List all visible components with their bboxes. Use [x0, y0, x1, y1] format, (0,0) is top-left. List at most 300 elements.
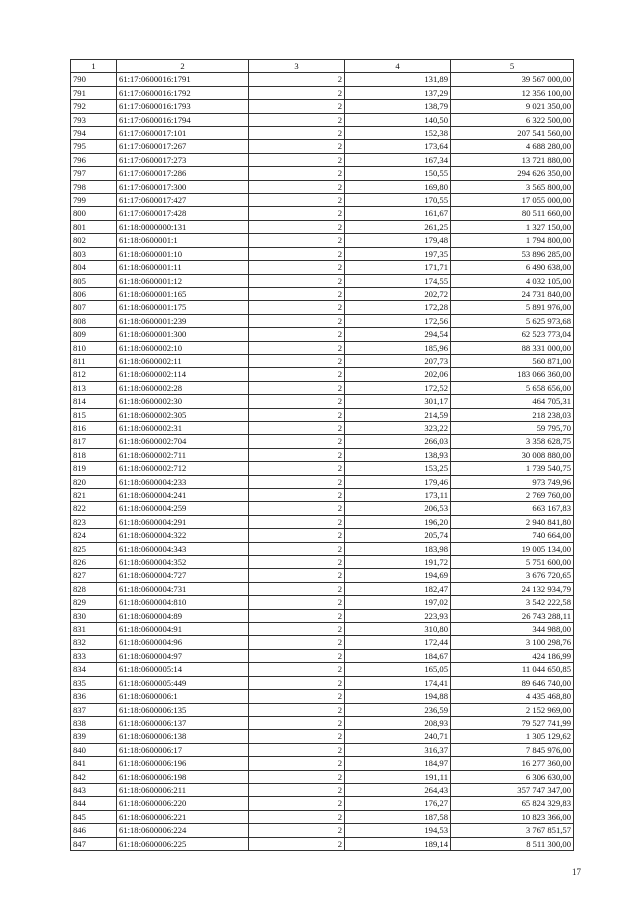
table-cell-col-5: 6 306 630,00 — [451, 770, 574, 783]
table-cell-col-5: 8 511 300,00 — [451, 837, 574, 850]
table-cell-col-4: 264,43 — [345, 783, 451, 796]
table-cell-col-4: 179,48 — [345, 234, 451, 247]
table-cell-col-3: 2 — [249, 354, 345, 367]
table-cell-col-1: 834 — [71, 663, 117, 676]
table-cell-col-5: 3 565 800,00 — [451, 180, 574, 193]
table-row — [71, 649, 574, 662]
table-cell-col-4: 207,73 — [345, 354, 451, 367]
table-cell-col-4: 172,44 — [345, 636, 451, 649]
table-cell-col-5: 3 676 720,65 — [451, 569, 574, 582]
table-cell-col-2: 61:18:0600002:11 — [117, 354, 249, 367]
table-cell-col-5: 218 238,03 — [451, 408, 574, 421]
table-cell-col-4: 140,50 — [345, 113, 451, 126]
table-cell-col-3: 2 — [249, 676, 345, 689]
column-header-5: 5 — [451, 60, 574, 73]
table-cell-col-2: 61:18:0600004:233 — [117, 475, 249, 488]
table-cell-col-1: 814 — [71, 395, 117, 408]
table-cell-col-5: 2 940 841,80 — [451, 515, 574, 528]
table-cell-col-3: 2 — [249, 73, 345, 86]
table-row — [71, 301, 574, 314]
table-cell-col-4: 152,38 — [345, 127, 451, 140]
table-row — [71, 341, 574, 354]
table-cell-col-1: 835 — [71, 676, 117, 689]
table-row — [71, 421, 574, 434]
page-number: 17 — [572, 867, 581, 877]
table-cell-col-5: 88 331 000,00 — [451, 341, 574, 354]
table-cell-col-1: 792 — [71, 100, 117, 113]
table-cell-col-3: 2 — [249, 140, 345, 153]
table-cell-col-3: 2 — [249, 113, 345, 126]
table-cell-col-2: 61:18:0600006:137 — [117, 716, 249, 729]
table-cell-col-4: 184,67 — [345, 649, 451, 662]
table-cell-col-2: 61:18:0600006:196 — [117, 757, 249, 770]
table-cell-col-4: 236,59 — [345, 703, 451, 716]
table-cell-col-2: 61:18:0600004:97 — [117, 649, 249, 662]
table-cell-col-1: 801 — [71, 220, 117, 233]
table-cell-col-2: 61:17:0600016:1793 — [117, 100, 249, 113]
table-cell-col-2: 61:17:0600017:101 — [117, 127, 249, 140]
table-row — [71, 368, 574, 381]
table-row — [71, 716, 574, 729]
table-cell-col-4: 174,41 — [345, 676, 451, 689]
table-cell-col-3: 2 — [249, 757, 345, 770]
table-cell-col-5: 62 523 773,04 — [451, 328, 574, 341]
table-cell-col-5: 3 100 298,76 — [451, 636, 574, 649]
table-cell-col-5: 39 567 000,00 — [451, 73, 574, 86]
table-cell-col-4: 202,72 — [345, 287, 451, 300]
table-cell-col-2: 61:18:0600004:259 — [117, 502, 249, 515]
table-row — [71, 140, 574, 153]
table-cell-col-1: 802 — [71, 234, 117, 247]
table-cell-col-3: 2 — [249, 86, 345, 99]
table-row — [71, 408, 574, 421]
table-cell-col-3: 2 — [249, 529, 345, 542]
table-cell-col-4: 171,71 — [345, 261, 451, 274]
table-cell-col-5: 560 871,00 — [451, 354, 574, 367]
table-cell-col-1: 806 — [71, 287, 117, 300]
table-cell-col-1: 808 — [71, 314, 117, 327]
table-cell-col-3: 2 — [249, 703, 345, 716]
table-cell-col-3: 2 — [249, 207, 345, 220]
table-cell-col-4: 176,27 — [345, 797, 451, 810]
table-cell-col-3: 2 — [249, 556, 345, 569]
table-cell-col-1: 827 — [71, 569, 117, 582]
table-cell-col-2: 61:18:0600006:138 — [117, 730, 249, 743]
table-cell-col-2: 61:18:0600002:305 — [117, 408, 249, 421]
table-cell-col-3: 2 — [249, 636, 345, 649]
table-cell-col-2: 61:18:0600006:224 — [117, 824, 249, 837]
table-cell-col-2: 61:17:0600017:427 — [117, 194, 249, 207]
table-cell-col-2: 61:18:0600004:241 — [117, 489, 249, 502]
table-cell-col-3: 2 — [249, 395, 345, 408]
table-cell-col-4: 223,93 — [345, 609, 451, 622]
table-cell-col-1: 794 — [71, 127, 117, 140]
table-cell-col-4: 240,71 — [345, 730, 451, 743]
table-row — [71, 127, 574, 140]
table-row — [71, 569, 574, 582]
table-cell-col-3: 2 — [249, 649, 345, 662]
table-cell-col-3: 2 — [249, 663, 345, 676]
table-cell-col-5: 4 032 105,00 — [451, 274, 574, 287]
table-cell-col-1: 803 — [71, 247, 117, 260]
table-row — [71, 676, 574, 689]
table-cell-col-3: 2 — [249, 515, 345, 528]
table-cell-col-3: 2 — [249, 301, 345, 314]
table-cell-col-4: 261,25 — [345, 220, 451, 233]
table-cell-col-1: 817 — [71, 435, 117, 448]
table-cell-col-3: 2 — [249, 247, 345, 260]
table-cell-col-3: 2 — [249, 609, 345, 622]
table-cell-col-3: 2 — [249, 569, 345, 582]
table-cell-col-4: 196,20 — [345, 515, 451, 528]
table-cell-col-3: 2 — [249, 127, 345, 140]
table-cell-col-2: 61:18:0600006:198 — [117, 770, 249, 783]
table-cell-col-2: 61:18:0600004:352 — [117, 556, 249, 569]
table-cell-col-5: 26 743 288,11 — [451, 609, 574, 622]
table-cell-col-5: 357 747 347,00 — [451, 783, 574, 796]
table-cell-col-2: 61:17:0600017:286 — [117, 167, 249, 180]
table-cell-col-1: 832 — [71, 636, 117, 649]
table-row — [71, 462, 574, 475]
table-cell-col-2: 61:18:0600006:135 — [117, 703, 249, 716]
table-cell-col-4: 310,80 — [345, 623, 451, 636]
table-cell-col-2: 61:17:0600017:300 — [117, 180, 249, 193]
table-cell-col-5: 207 541 560,00 — [451, 127, 574, 140]
table-cell-col-1: 822 — [71, 502, 117, 515]
table-cell-col-3: 2 — [249, 489, 345, 502]
table-cell-col-2: 61:18:0600004:89 — [117, 609, 249, 622]
table-row — [71, 314, 574, 327]
table-row — [71, 261, 574, 274]
table-cell-col-1: 843 — [71, 783, 117, 796]
table-row — [71, 837, 574, 850]
table-cell-col-4: 172,28 — [345, 301, 451, 314]
table-cell-col-4: 208,93 — [345, 716, 451, 729]
table-row — [71, 274, 574, 287]
table-cell-col-4: 194,53 — [345, 824, 451, 837]
table-cell-col-2: 61:18:0600002:28 — [117, 381, 249, 394]
table-cell-col-2: 61:18:0600002:30 — [117, 395, 249, 408]
table-cell-col-5: 3 358 628,75 — [451, 435, 574, 448]
table-cell-col-5: 10 823 366,00 — [451, 810, 574, 823]
table-row — [71, 596, 574, 609]
table-cell-col-4: 202,06 — [345, 368, 451, 381]
table-cell-col-3: 2 — [249, 234, 345, 247]
table-cell-col-4: 187,58 — [345, 810, 451, 823]
table-cell-col-3: 2 — [249, 220, 345, 233]
table-cell-col-4: 206,53 — [345, 502, 451, 515]
table-cell-col-3: 2 — [249, 287, 345, 300]
table-row — [71, 354, 574, 367]
table-cell-col-5: 4 435 468,80 — [451, 690, 574, 703]
table-cell-col-5: 1 327 150,00 — [451, 220, 574, 233]
table-cell-col-3: 2 — [249, 381, 345, 394]
table-cell-col-2: 61:18:0600001:175 — [117, 301, 249, 314]
table-cell-col-4: 173,11 — [345, 489, 451, 502]
table-cell-col-5: 6 322 500,00 — [451, 113, 574, 126]
table-cell-col-4: 197,35 — [345, 247, 451, 260]
table-cell-col-4: 323,22 — [345, 421, 451, 434]
table-cell-col-2: 61:18:0600004:731 — [117, 582, 249, 595]
column-header-3: 3 — [249, 60, 345, 73]
table-cell-col-4: 137,29 — [345, 86, 451, 99]
table-cell-col-4: 184,97 — [345, 757, 451, 770]
table-cell-col-2: 61:18:0600006:220 — [117, 797, 249, 810]
header-row — [71, 60, 574, 73]
table-cell-col-1: 809 — [71, 328, 117, 341]
table-cell-col-5: 19 005 134,00 — [451, 542, 574, 555]
table-cell-col-4: 172,52 — [345, 381, 451, 394]
table-cell-col-4: 266,03 — [345, 435, 451, 448]
table-cell-col-1: 847 — [71, 837, 117, 850]
table-cell-col-1: 833 — [71, 649, 117, 662]
table-cell-col-4: 205,74 — [345, 529, 451, 542]
table-cell-col-5: 7 845 976,00 — [451, 743, 574, 756]
table-cell-col-1: 815 — [71, 408, 117, 421]
table-cell-col-3: 2 — [249, 582, 345, 595]
table-cell-col-3: 2 — [249, 824, 345, 837]
table-cell-col-1: 837 — [71, 703, 117, 716]
table-cell-col-4: 167,34 — [345, 153, 451, 166]
table-cell-col-4: 153,25 — [345, 462, 451, 475]
table-cell-col-4: 294,54 — [345, 328, 451, 341]
column-header-4: 4 — [345, 60, 451, 73]
table-cell-col-3: 2 — [249, 783, 345, 796]
table-cell-col-3: 2 — [249, 314, 345, 327]
table-cell-col-2: 61:18:0600001:239 — [117, 314, 249, 327]
table-row — [71, 502, 574, 515]
table-row — [71, 730, 574, 743]
table-cell-col-5: 13 721 880,00 — [451, 153, 574, 166]
table-cell-col-2: 61:18:0600004:91 — [117, 623, 249, 636]
table-cell-col-4: 169,80 — [345, 180, 451, 193]
table-cell-col-4: 131,89 — [345, 73, 451, 86]
table-cell-col-2: 61:18:0600002:10 — [117, 341, 249, 354]
table-cell-col-4: 161,67 — [345, 207, 451, 220]
table-cell-col-1: 842 — [71, 770, 117, 783]
table-cell-col-1: 807 — [71, 301, 117, 314]
table-cell-col-2: 61:18:0000000:131 — [117, 220, 249, 233]
table-cell-col-1: 811 — [71, 354, 117, 367]
data-table — [70, 59, 574, 851]
table-row — [71, 73, 574, 86]
table-cell-col-4: 173,64 — [345, 140, 451, 153]
table-cell-col-2: 61:18:0600004:96 — [117, 636, 249, 649]
table-cell-col-1: 838 — [71, 716, 117, 729]
table-row — [71, 489, 574, 502]
table-cell-col-5: 5 891 976,00 — [451, 301, 574, 314]
table-cell-col-1: 791 — [71, 86, 117, 99]
table-cell-col-3: 2 — [249, 730, 345, 743]
table-cell-col-2: 61:17:0600017:267 — [117, 140, 249, 153]
table-row — [71, 475, 574, 488]
table-row — [71, 757, 574, 770]
table-cell-col-3: 2 — [249, 475, 345, 488]
table-row — [71, 207, 574, 220]
table-row — [71, 556, 574, 569]
table-cell-col-5: 9 021 350,00 — [451, 100, 574, 113]
table-cell-col-1: 823 — [71, 515, 117, 528]
table-cell-col-2: 61:18:0600004:810 — [117, 596, 249, 609]
table-cell-col-2: 61:18:0600005:449 — [117, 676, 249, 689]
table-cell-col-4: 189,14 — [345, 837, 451, 850]
table-row — [71, 529, 574, 542]
table-cell-col-5: 17 055 000,00 — [451, 194, 574, 207]
table-cell-col-1: 812 — [71, 368, 117, 381]
table-row — [71, 636, 574, 649]
table-cell-col-3: 2 — [249, 328, 345, 341]
table-cell-col-4: 194,88 — [345, 690, 451, 703]
table-row — [71, 194, 574, 207]
table-cell-col-1: 816 — [71, 421, 117, 434]
table-cell-col-4: 301,17 — [345, 395, 451, 408]
table-cell-col-1: 841 — [71, 757, 117, 770]
table-cell-col-1: 825 — [71, 542, 117, 555]
table-cell-col-1: 821 — [71, 489, 117, 502]
table-cell-col-5: 6 490 638,00 — [451, 261, 574, 274]
table-cell-col-1: 844 — [71, 797, 117, 810]
table-cell-col-3: 2 — [249, 167, 345, 180]
table-cell-col-5: 11 044 650,85 — [451, 663, 574, 676]
table-row — [71, 810, 574, 823]
table-cell-col-1: 824 — [71, 529, 117, 542]
table-cell-col-1: 799 — [71, 194, 117, 207]
table-cell-col-5: 2 152 969,00 — [451, 703, 574, 716]
table-cell-col-5: 5 658 656,00 — [451, 381, 574, 394]
table-cell-col-5: 3 767 851,57 — [451, 824, 574, 837]
table-cell-col-3: 2 — [249, 596, 345, 609]
table-row — [71, 703, 574, 716]
table-cell-col-1: 797 — [71, 167, 117, 180]
table-cell-col-3: 2 — [249, 743, 345, 756]
table-cell-col-2: 61:18:0600001:10 — [117, 247, 249, 260]
table-cell-col-3: 2 — [249, 368, 345, 381]
table-cell-col-3: 2 — [249, 837, 345, 850]
table-cell-col-3: 2 — [249, 421, 345, 434]
table-cell-col-2: 61:18:0600006:211 — [117, 783, 249, 796]
table-cell-col-2: 61:18:0600001:12 — [117, 274, 249, 287]
table-cell-col-2: 61:18:0600004:291 — [117, 515, 249, 528]
table-row — [71, 770, 574, 783]
table-cell-col-2: 61:18:0600006:221 — [117, 810, 249, 823]
table-row — [71, 690, 574, 703]
table-cell-col-5: 183 066 360,00 — [451, 368, 574, 381]
table-cell-col-1: 831 — [71, 623, 117, 636]
table-cell-col-1: 830 — [71, 609, 117, 622]
table-cell-col-2: 61:18:0600001:11 — [117, 261, 249, 274]
table-cell-col-5: 1 739 540,75 — [451, 462, 574, 475]
table-cell-col-3: 2 — [249, 690, 345, 703]
table-cell-col-4: 179,46 — [345, 475, 451, 488]
table-cell-col-3: 2 — [249, 716, 345, 729]
table-cell-col-1: 810 — [71, 341, 117, 354]
table-cell-col-2: 61:18:0600001:1 — [117, 234, 249, 247]
table-cell-col-5: 294 626 350,00 — [451, 167, 574, 180]
table-cell-col-3: 2 — [249, 153, 345, 166]
table-cell-col-3: 2 — [249, 502, 345, 515]
table-cell-col-1: 846 — [71, 824, 117, 837]
table-cell-col-3: 2 — [249, 194, 345, 207]
table-cell-col-4: 174,55 — [345, 274, 451, 287]
table-cell-col-5: 973 749,96 — [451, 475, 574, 488]
table-cell-col-5: 16 277 360,00 — [451, 757, 574, 770]
table-row — [71, 824, 574, 837]
table-cell-col-3: 2 — [249, 542, 345, 555]
table-cell-col-4: 165,05 — [345, 663, 451, 676]
table-cell-col-2: 61:17:0600016:1794 — [117, 113, 249, 126]
table-cell-col-4: 172,56 — [345, 314, 451, 327]
table-cell-col-2: 61:17:0600017:428 — [117, 207, 249, 220]
table-cell-col-4: 183,98 — [345, 542, 451, 555]
table-row — [71, 167, 574, 180]
table-cell-col-5: 79 527 741,99 — [451, 716, 574, 729]
table-cell-col-3: 2 — [249, 341, 345, 354]
table-cell-col-5: 663 167,83 — [451, 502, 574, 515]
table-cell-col-4: 191,11 — [345, 770, 451, 783]
table-cell-col-5: 1 305 129,62 — [451, 730, 574, 743]
table-cell-col-3: 2 — [249, 770, 345, 783]
table-cell-col-3: 2 — [249, 797, 345, 810]
table-cell-col-2: 61:18:0600002:704 — [117, 435, 249, 448]
table-cell-col-5: 24 132 934,79 — [451, 582, 574, 595]
table-row — [71, 609, 574, 622]
table-cell-col-5: 24 731 840,00 — [451, 287, 574, 300]
table-cell-col-5: 3 542 222,58 — [451, 596, 574, 609]
table-row — [71, 220, 574, 233]
table-cell-col-1: 818 — [71, 448, 117, 461]
table-cell-col-4: 138,79 — [345, 100, 451, 113]
table-cell-col-2: 61:18:0600002:712 — [117, 462, 249, 475]
table-cell-col-2: 61:18:0600001:300 — [117, 328, 249, 341]
table-cell-col-1: 840 — [71, 743, 117, 756]
table-cell-col-5: 5 625 973,68 — [451, 314, 574, 327]
table-cell-col-2: 61:18:0600006:225 — [117, 837, 249, 850]
table-cell-col-5: 2 769 760,00 — [451, 489, 574, 502]
table-row — [71, 448, 574, 461]
table-cell-col-4: 214,59 — [345, 408, 451, 421]
table-cell-col-1: 828 — [71, 582, 117, 595]
table-cell-col-5: 65 824 329,83 — [451, 797, 574, 810]
table-cell-col-2: 61:18:0600006:17 — [117, 743, 249, 756]
table-cell-col-5: 80 511 660,00 — [451, 207, 574, 220]
table-cell-col-2: 61:18:0600006:1 — [117, 690, 249, 703]
table-cell-col-5: 53 896 285,00 — [451, 247, 574, 260]
column-header-2: 2 — [117, 60, 249, 73]
table-cell-col-5: 4 688 280,00 — [451, 140, 574, 153]
table-cell-col-1: 820 — [71, 475, 117, 488]
table-cell-col-3: 2 — [249, 435, 345, 448]
table-row — [71, 100, 574, 113]
table-cell-col-2: 61:17:0600016:1791 — [117, 73, 249, 86]
table-row — [71, 287, 574, 300]
table-cell-col-1: 805 — [71, 274, 117, 287]
table-cell-col-2: 61:18:0600004:343 — [117, 542, 249, 555]
table-row — [71, 395, 574, 408]
table-cell-col-1: 839 — [71, 730, 117, 743]
table-cell-col-1: 813 — [71, 381, 117, 394]
table-cell-col-3: 2 — [249, 261, 345, 274]
table-row — [71, 797, 574, 810]
table-cell-col-4: 170,55 — [345, 194, 451, 207]
table-cell-col-4: 191,72 — [345, 556, 451, 569]
table-cell-col-3: 2 — [249, 448, 345, 461]
table-cell-col-1: 790 — [71, 73, 117, 86]
table-cell-col-2: 61:18:0600004:727 — [117, 569, 249, 582]
table-row — [71, 113, 574, 126]
table-cell-col-5: 740 664,00 — [451, 529, 574, 542]
table-cell-col-5: 59 795,70 — [451, 421, 574, 434]
table-cell-col-5: 1 794 800,00 — [451, 234, 574, 247]
